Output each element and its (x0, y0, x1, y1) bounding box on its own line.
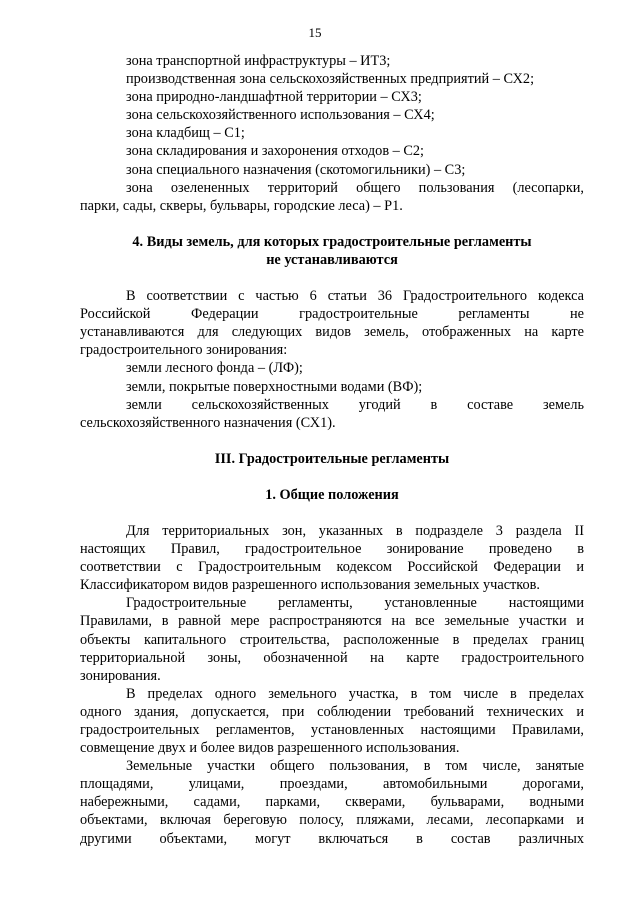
zone-item: зона специального назначения (скотомогильники) – С3; (126, 161, 466, 178)
text-line: объекты капитального строительства, расположенные в пределах границ (80, 631, 584, 648)
text-line: В пределах одного земельного участка, в том числе в пределах (126, 685, 584, 702)
subsection-1-heading: 1. Общие положения (265, 486, 399, 503)
document-body (80, 52, 584, 848)
section-3-heading: III. Градостроительные регламенты (214, 450, 450, 467)
zone-item: зона сельскохозяйственного использования – СХ4; (126, 107, 435, 124)
paragraph (80, 522, 584, 594)
text-line: объектами, включая береговую полосу, пляжами, лесами, лесопарками и (80, 812, 584, 829)
land-item-continued: сельскохозяйственного назначения (СХ1). (80, 414, 336, 431)
text-line: В соответствии с частью 6 статьи 36 Градостроительного кодекса (126, 288, 584, 305)
paragraph (80, 594, 584, 684)
zone-item: зона складирования и захоронения отходов – С2; (126, 143, 425, 160)
text-line: совмещение двух и более видов разрешенного использования. (80, 740, 460, 757)
zone-item: производственная зона сельскохозяйственных предприятий – СХ2; (126, 71, 535, 88)
zone-item: зона природно-ландшафтной территории – СХ3; (126, 89, 422, 106)
text-line: Правилами, в равной мере распространяются на все земельные участки и (80, 613, 584, 630)
zone-item: зона транспортной инфраструктуры – ИТ3; (126, 53, 391, 69)
text-line: Российской Федерации градостроительные регламенты не (80, 306, 584, 323)
text-line: соответствии с Градостроительным кодексом Российской Федерации и (80, 559, 584, 576)
text-line: градостроительного зонирования: (80, 342, 288, 359)
text-line: набережными, садами, парками, скверами, бульварами, водными (80, 794, 584, 811)
paragraph (80, 685, 584, 757)
text-line: настоящих Правил, градостроительное зонирование проведено в (80, 541, 584, 558)
text-line: градостроительных регламентов, установленных настоящими Правилами, (80, 722, 584, 738)
text-line: одного здания, допускается, при соблюдении требований технических и (80, 703, 584, 720)
text-line: Градостроительные регламенты, установленные настоящими (126, 595, 584, 612)
section-4-heading (80, 233, 584, 269)
section-4-heading-line: 4. Виды земель, для которых градостроительные регламенты (132, 233, 532, 250)
zone-item: зона кладбищ – С1; (126, 125, 245, 142)
paragraph (80, 757, 584, 847)
text-line: устанавливаются для следующих видов земель, отображенных на карте (80, 324, 584, 341)
text-line: Для территориальных зон, указанных в подразделе 3 раздела II (126, 522, 584, 539)
section-4-heading-line: не устанавливаются (266, 251, 398, 268)
land-item: земли сельскохозяйственных угодий в составе земель (126, 396, 584, 413)
text-line: Классификатором видов разрешенного использования земельных участков. (80, 577, 540, 594)
zone-item: зона озелененных территорий общего пользования (лесопарки, (126, 179, 584, 196)
section-4-paragraph (80, 287, 584, 359)
page-number: 15 (308, 25, 322, 40)
text-line: Земельные участки общего пользования, в том числе, занятые (126, 758, 584, 775)
land-item: земли, покрытые поверхностными водами (ВФ); (126, 378, 423, 395)
zone-item-continued: парки, сады, скверы, бульвары, городские леса) – Р1. (80, 197, 403, 214)
text-line: другими объектами, могут включаться в состав различных (80, 830, 584, 847)
land-item: земли лесного фонда – (ЛФ); (126, 360, 303, 377)
text-line: территориальной зоны, обозначенной на карте градостроительного (80, 649, 584, 666)
text-line: площадями, улицами, проездами, автомобильными дорогами, (80, 776, 584, 793)
text-line: зонирования. (80, 667, 161, 684)
